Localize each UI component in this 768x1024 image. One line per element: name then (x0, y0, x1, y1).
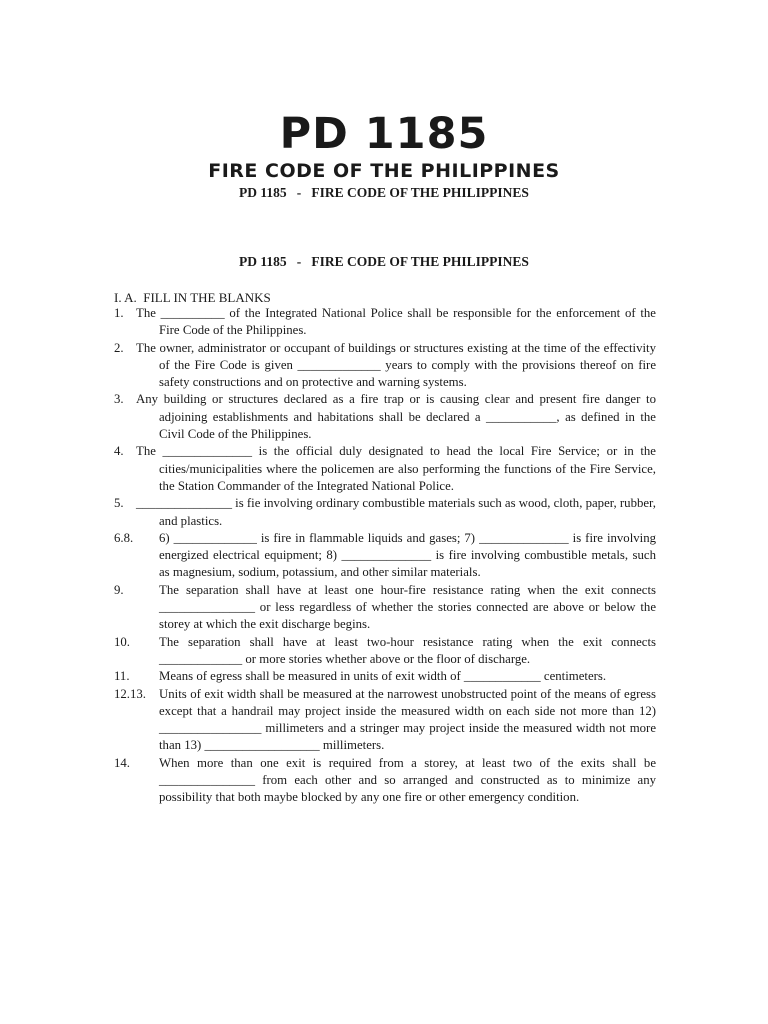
item-text: 6) _____________ is fire in flammable liquids and gases; 7) ______________ is fire involving energized electrical equipment; 8) ______________ is fire involving combustible metals, such as magnesium, sodium, potassium, and other similar materials. (159, 530, 656, 580)
list-item (114, 443, 656, 495)
item-text: The separation shall have at least one hour-fire resistance rating when the exit connects _______________ or less regardless of whether the stories connected are above or below the storey at which the exit discharge begins. (159, 582, 656, 632)
item-text: _______________ is fie involving ordinary combustible materials such as wood, cloth, paper, rubber, and plastics. (136, 496, 656, 528)
item-text: The __________ of the Integrated National Police shall be responsible for the enforcement of the Fire Code of the Philippines. (136, 306, 656, 338)
item-number: 10. (114, 634, 130, 649)
item-text: When more than one exit is required from a storey, at least two of the exits shall be _______________ from each other and so arranged and constructed as to minimize any possibility that both maybe blocked by any one fire or other emergency condition. (159, 755, 656, 805)
item-text: Units of exit width shall be measured at the narrowest unobstructed point of the means of egress except that a handrail may project inside the measured width on each side not more than 12) ________________ millimeters and a stringer may project inside the measured width not more than 13) __________________ millimeters. (159, 686, 656, 753)
list-item (114, 686, 656, 755)
item-number: 2. (114, 340, 124, 355)
item-text: The separation shall have at least two-hour resistance rating when the exit connects _____________ or more stories whether above or the floor of discharge. (159, 634, 656, 666)
item-number: 3. (114, 392, 124, 407)
item-text: The ______________ is the official duly designated to head the local Fire Service; or in the cities/municipalities where the policemen are also performing the functions of the Fire Service, the Station Commander of the Integrated National Police. (136, 444, 656, 493)
item-text: Any building or structures declared as a fire trap or is causing clear and present fire danger to adjoining establishments and habitations shall be declared a ___________, as defined in the Civil Code of the Philippines. (136, 392, 656, 442)
item-number: 4. (114, 444, 124, 459)
item-number: 11. (114, 669, 130, 684)
list-item (114, 634, 656, 669)
section-heading: I. A. FILL IN THE BLANKS (114, 290, 271, 305)
subtitle: FIRE CODE OF THE PHILIPPINES (208, 160, 560, 182)
main-title: PD 1185 (279, 109, 489, 159)
subheading-1: PD 1185 - FIRE CODE OF THE PHILIPPINES (239, 185, 529, 200)
list-item (114, 582, 656, 634)
item-number: 6.8. (114, 530, 134, 545)
list-item (114, 340, 656, 392)
item-number: 1. (114, 306, 124, 320)
list-item (114, 668, 656, 685)
list-item (114, 755, 656, 807)
item-number: 12.13. (114, 686, 146, 701)
item-number: 5. (114, 496, 124, 511)
item-number: 9. (114, 582, 124, 597)
list-item (114, 530, 656, 582)
list-item (114, 495, 656, 530)
subheading-2: PD 1185 - FIRE CODE OF THE PHILIPPINES (239, 254, 529, 269)
list-item (114, 391, 656, 443)
list-item (114, 305, 656, 340)
item-text: Means of egress shall be measured in units of exit width of ____________ centimeters. (159, 669, 607, 684)
item-text: The owner, administrator or occupant of buildings or structures existing at the time of the effectivity of the Fire Code is given _____________ years to comply with the provisions thereof on fire safety constructions and on protective and warning systems. (136, 340, 656, 390)
question-list (114, 305, 656, 807)
item-number: 14. (114, 755, 130, 770)
